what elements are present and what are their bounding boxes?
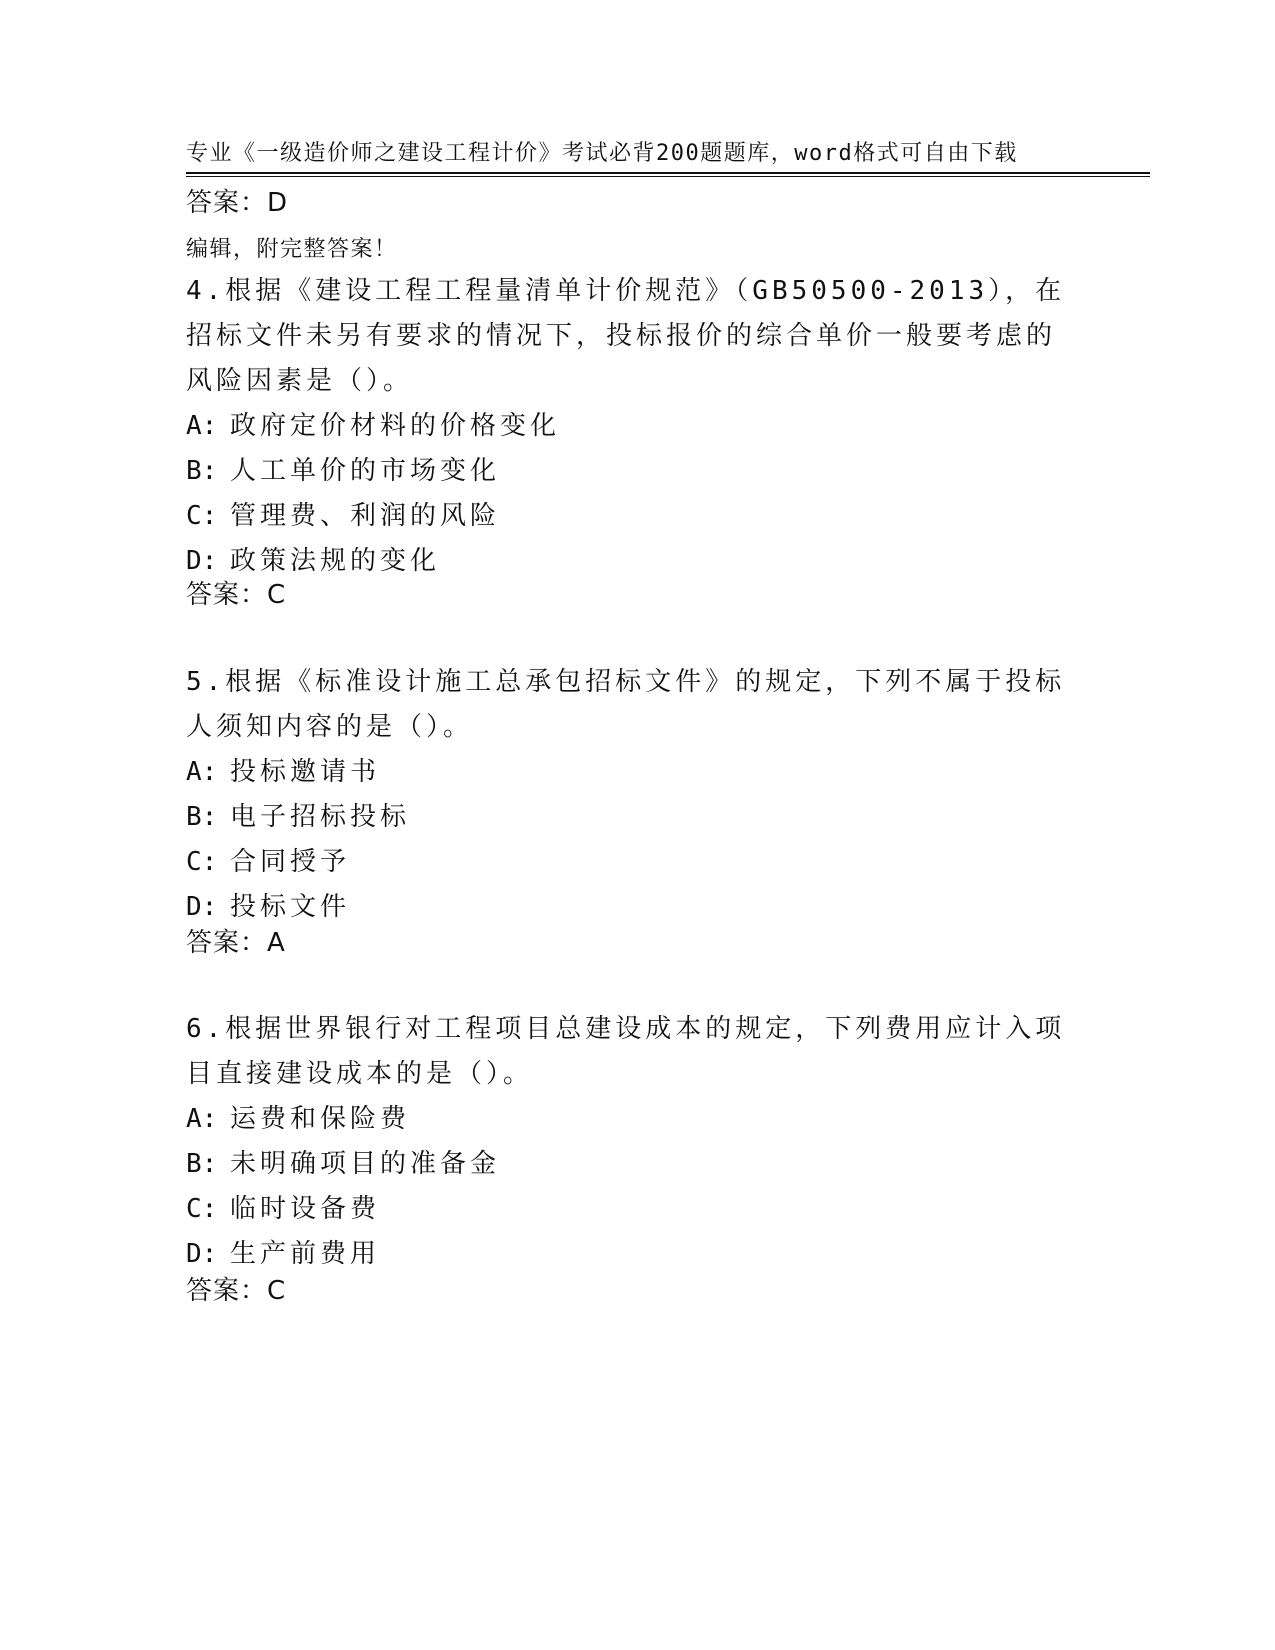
answer-q6: 答案：C (186, 1276, 287, 1306)
question-4-option-c: C: 管理费、利润的风险 (186, 501, 501, 531)
answer-q3: 答案：D (186, 188, 289, 218)
answer-q5: 答案：A (186, 928, 286, 958)
question-6-stem: 6.根据世界银行对工程项目总建设成本的规定，下列费用应计入项目直接建设成本的是（）。 (186, 1014, 1066, 1089)
header-rule-top (186, 172, 1150, 174)
question-5-option-a: A: 投标邀请书 (186, 757, 381, 787)
answer-q4: 答案：C (186, 580, 287, 610)
question-5-stem: 5.根据《标准设计施工总承包招标文件》的规定，下列不属于投标人须知内容的是（）。 (186, 667, 1066, 742)
question-4-option-d: D: 政策法规的变化 (186, 546, 441, 576)
header-line-2: 编辑，附完整答案！ (186, 237, 398, 262)
question-4-option-b: B: 人工单价的市场变化 (186, 456, 501, 486)
question-5 (186, 660, 1066, 930)
question-6 (186, 1007, 1066, 1277)
question-4-option-a: A: 政府定价材料的价格变化 (186, 411, 561, 441)
question-6-option-c: C: 临时设备费 (186, 1194, 381, 1224)
header-rule-bottom (186, 176, 1150, 177)
question-4-stem: 4.根据《建设工程工程量清单计价规范》（GB50500-2013），在招标文件未另有要求的情况下，投标报价的综合单价一般要考虑的风险因素是（）。 (186, 276, 1066, 396)
question-6-option-d: D: 生产前费用 (186, 1239, 381, 1269)
question-6-option-a: A: 运费和保险费 (186, 1104, 411, 1134)
question-6-option-b: B: 未明确项目的准备金 (186, 1149, 501, 1179)
header-line-1: 专业《一级造价师之建设工程计价》考试必背200题题库，word格式可自由下载 (186, 141, 1018, 166)
question-5-option-b: B: 电子招标投标 (186, 802, 411, 832)
question-5-option-c: C: 合同授予 (186, 847, 351, 877)
question-4 (186, 269, 1066, 584)
question-5-option-d: D: 投标文件 (186, 892, 351, 922)
